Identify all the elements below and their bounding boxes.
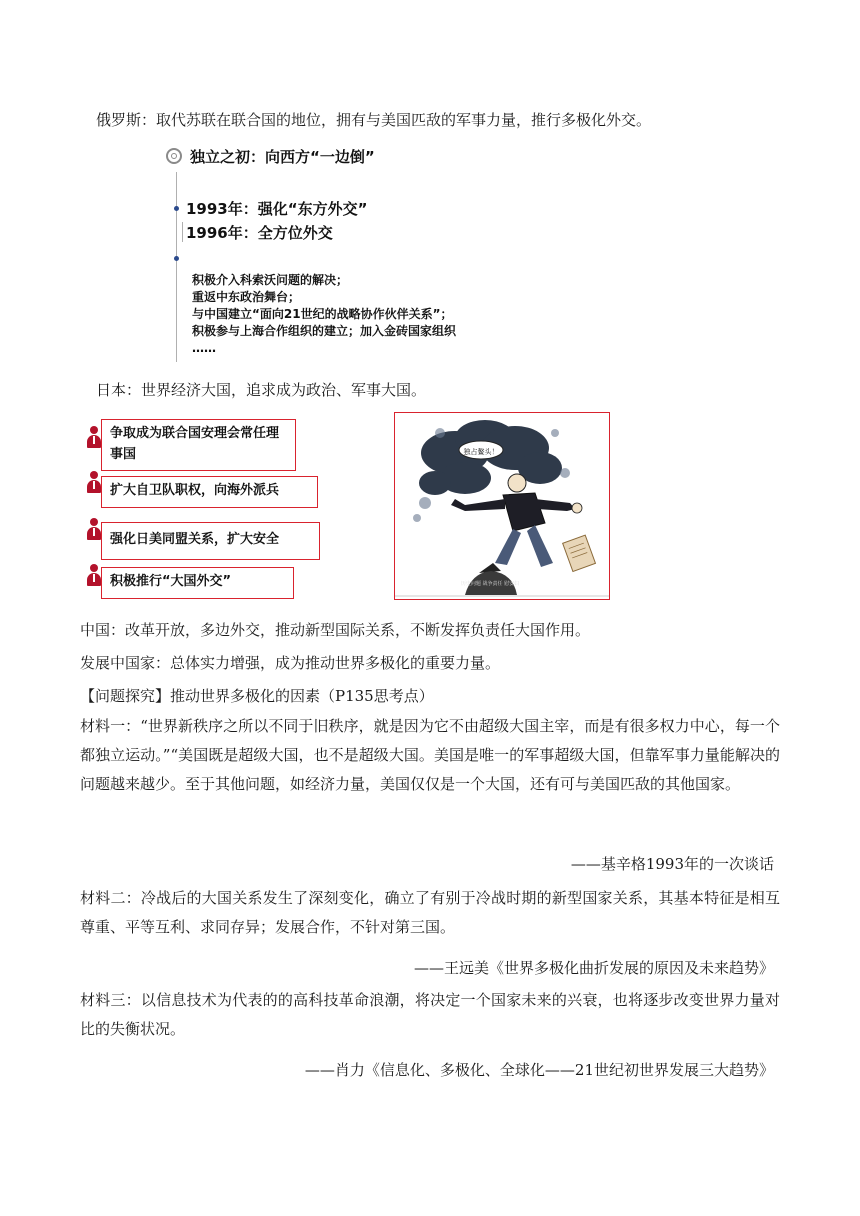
material-2-text: 材料二：冷战后的大国关系发生了深刻变化，确立了有别于冷战时期的新型国家关系，其基本特征是相互尊重、平等互利、求同存异；发展合作，不针对第三国。	[80, 889, 780, 936]
detail-line: 与中国建立“面向21世纪的战略协作伙伴关系”；	[192, 307, 453, 321]
timeline-item-3: 1996年：全方位外交	[186, 224, 333, 242]
cartoon-balloon-text: 独占鳌头！	[463, 448, 499, 456]
bullet-icon	[174, 256, 179, 261]
person-icon	[86, 564, 102, 588]
material-1-text: 材料一：“世界新秩序之所以不同于旧秩序，就是因为它不由超级大国主宰，而是有很多权力中心，每一个都独立运动。”“美国既是超级大国，也不是超级大国。美国是唯一的军事超级大国，但靠军事力量能解决的问题越来越少。至于其他问题，如经济力量，美国仅仅是一个大国，还有可与美国匹敌的其他国家。	[80, 717, 780, 793]
timeline-item-2: 1993年：强化“东方外交”	[186, 200, 368, 218]
target-icon	[166, 148, 182, 164]
inquiry-heading: 【问题探究】推动世界多极化的因素（P135思考点）	[80, 687, 434, 705]
material-3-text: 材料三：以信息技术为代表的的高科技革命浪潮，将决定一个国家未来的兴衰，也将逐步改变世界力量对比的失衡状况。	[80, 991, 780, 1038]
person-icon	[86, 426, 102, 450]
russia-text: 俄罗斯：取代苏联在联合国的地位，拥有与美国匹敌的军事力量，推行多极化外交。	[96, 111, 652, 129]
person-icon	[86, 518, 102, 542]
detail-line: 积极介入科索沃问题的解决；	[192, 273, 349, 287]
bullet-icon	[174, 206, 179, 211]
developing-text: 发展中国家：总体实力增强，成为推动世界多极化的重要力量。	[80, 654, 501, 672]
material-3-source: ——肖力《信息化、多极化、全球化——21世纪初世界发展三大趋势》	[304, 1061, 774, 1079]
material-1-source: ——基辛格1993年的一次谈话	[570, 855, 774, 873]
japan-box-1: 争取成为联合国安理会常任理事国	[101, 419, 296, 471]
detail-line: ……	[192, 341, 216, 355]
detail-line: 积极参与上海合作组织的建立；加入金砖国家组织	[192, 324, 457, 338]
japan-box-4: 积极推行“大国外交”	[101, 567, 294, 599]
material-2-source: ——王远美《世界多极化曲折发展的原因及未来趋势》	[413, 959, 774, 977]
timeline-tick	[182, 222, 183, 242]
japan-box-2: 扩大自卫队职权，向海外派兵	[101, 476, 318, 508]
cartoon-illustration	[395, 413, 610, 600]
timeline-line	[176, 172, 177, 362]
russia-timeline	[166, 146, 511, 366]
japan-box-3: 强化日美同盟关系，扩大安全	[101, 522, 320, 560]
china-text: 中国：改革开放，多边外交，推动新型国际关系，不断发挥负责任大国作用。	[80, 621, 591, 639]
timeline-details	[192, 272, 456, 357]
person-icon	[86, 471, 102, 495]
timeline-item-1: 独立之初：向西方“一边倒”	[190, 148, 375, 166]
political-cartoon	[394, 412, 610, 600]
detail-line: 重返中东政治舞台；	[192, 290, 301, 304]
japan-text: 日本：世界经济大国，追求成为政治、军事大国。	[96, 381, 427, 399]
cartoon-rock-text: 历史问题 战争责任 慰安妇	[460, 581, 520, 587]
